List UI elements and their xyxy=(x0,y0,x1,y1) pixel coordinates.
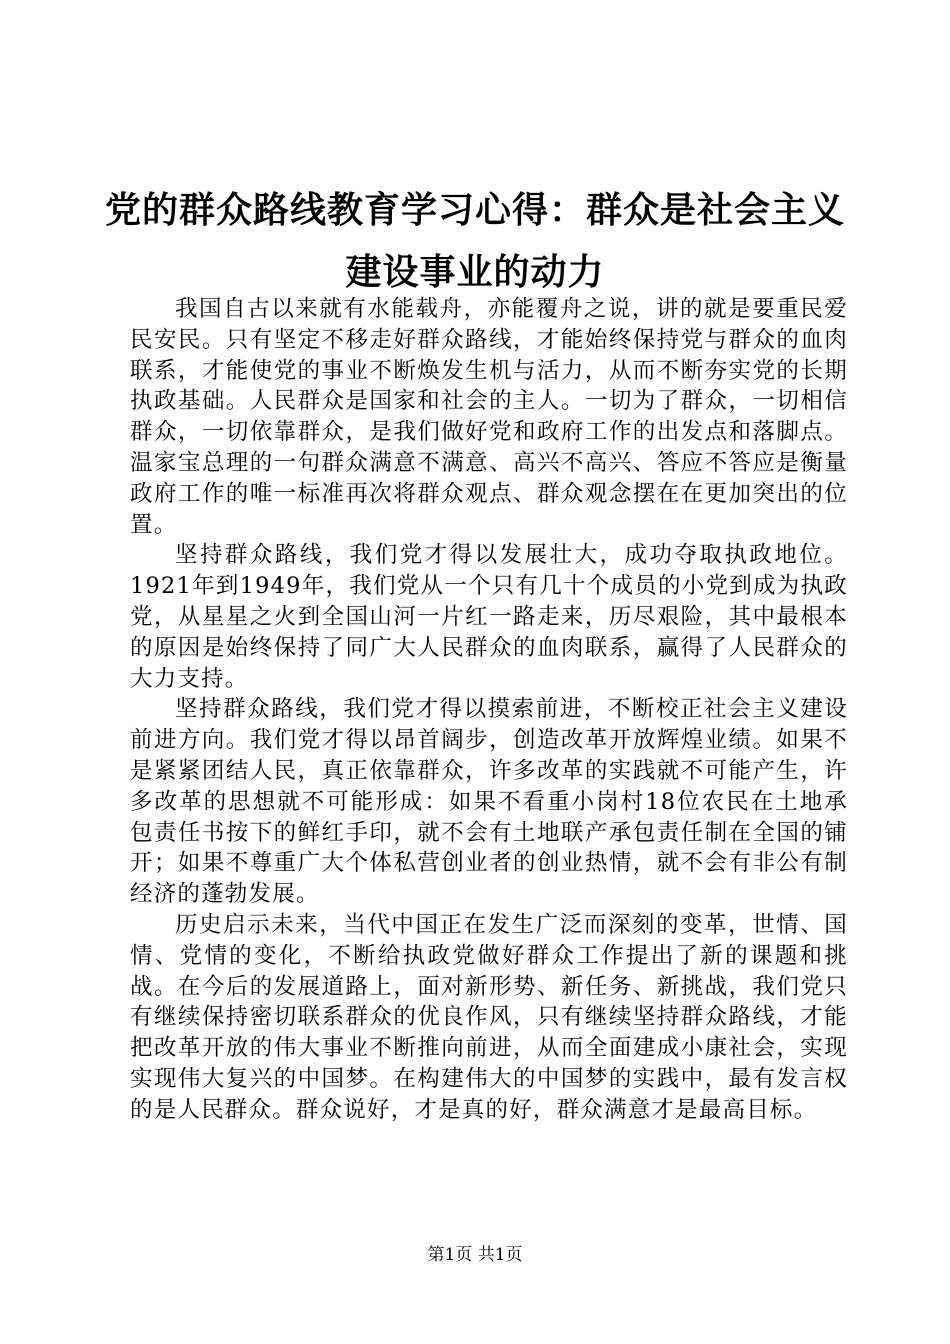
paragraph: 历史启示未来，当代中国正在发生广泛而深刻的变革，世情、国情、党情的变化，不断给执政党做好群众工作提出了新的课题和挑战。在今后的发展道路上，面对新形势、新任务、新挑战，我们党只有继续保持密切联系群众的优良作风，只有继续坚持群众路线，才能把改革开放的伟大事业不断推向前进，从而全面建成小康社会，实现实现伟大复兴的中国梦。在构建伟大的中国梦的实践中，最有发言权的是人民群众。群众说好，才是真的好，群众满意才是最高目标。 xyxy=(130,911,848,1123)
document-body xyxy=(130,294,848,1126)
paragraph: 坚持群众路线，我们党才得以发展壮大，成功夺取执政地位。1921年到1949年，我们党从一个只有几十个成员的小党到成为执政党，从星星之火到全国山河一片红一路走来，历尽艰险，其中最根本的原因是始终保持了同广大人民群众的血肉联系，赢得了人民群众的大力支持。 xyxy=(130,542,848,692)
page-footer: 第1页 共1页 xyxy=(427,1245,523,1265)
paragraph: 我国自古以来就有水能载舟，亦能覆舟之说，讲的就是要重民爱民安民。只有坚定不移走好群众路线，才能始终保持党与群众的血肉联系，才能使党的事业不断焕发生机与活力，从而不断夯实党的长期执政基础。人民群众是国家和社会的主人。一切为了群众，一切相信群众，一切依靠群众，是我们做好党和政府工作的出发点和落脚点。温家宝总理的一句群众满意不满意、高兴不高兴、答应不答应是衡量政府工作的唯一标准再次将群众观点、群众观念摆在在更加突出的位置。 xyxy=(130,296,848,538)
paragraph: 坚持群众路线，我们党才得以摸索前进，不断校正社会主义建设前进方向。我们党才得以昂首阔步，创造改革开放辉煌业绩。如果不是紧紧团结人民，真正依靠群众，许多改革的实践就不可能产生，许多改革的思想就不可能形成：如果不看重小岗村18位农民在土地承包责任书按下的鲜红手印，就不会有土地联产承包责任制在全国的铺开；如果不尊重广大个体私营创业者的创业热情，就不会有非公有制经济的蓬勃发展。 xyxy=(130,696,848,908)
document-title-line1: 党的群众路线教育学习心得：群众是社会主义 xyxy=(104,189,845,231)
document-title-line2: 建设事业的动力 xyxy=(345,251,605,293)
